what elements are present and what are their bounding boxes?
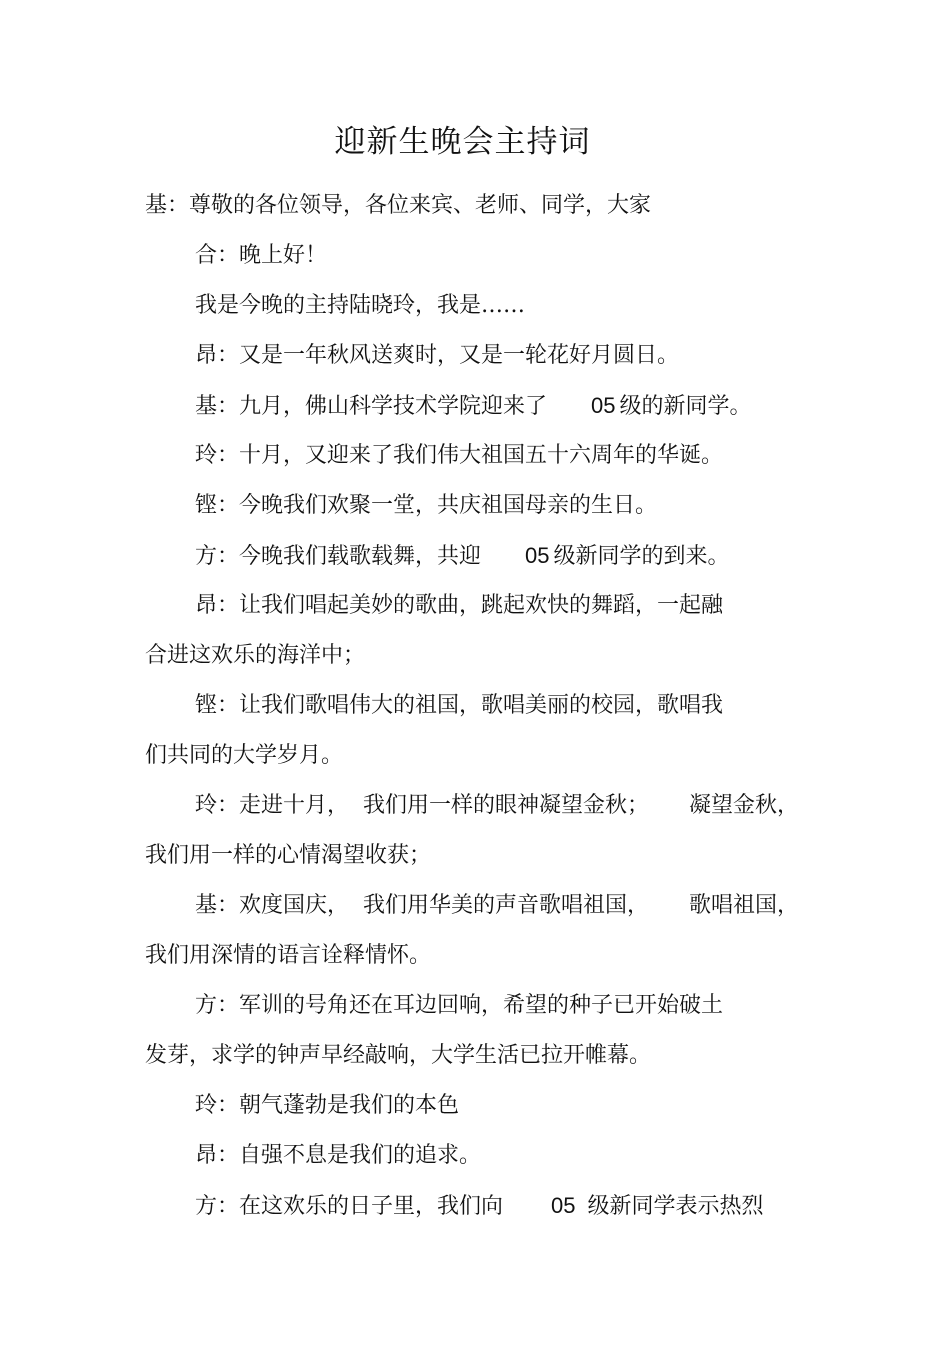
paragraph-line xyxy=(195,791,799,821)
paragraph-line: 昂：又是一年秋风送爽时，又是一轮花好月圆日。 xyxy=(195,343,680,368)
paragraph-line: 基：尊敬的各位领导，各位来宾、老师、同学，大家 xyxy=(145,193,652,218)
paragraph-line: 们共同的大学岁月。 xyxy=(145,743,344,768)
paragraph-line: 昂：自强不息是我们的追求。 xyxy=(195,1143,482,1168)
paragraph-line: 铿：让我们歌唱伟大的祖国，歌唱美丽的校园，歌唱我 xyxy=(195,693,724,718)
paragraph-line: 发芽，求学的钟声早经敲响，大学生活已拉开帷幕。 xyxy=(145,1043,652,1068)
grade-number: 05 xyxy=(551,1193,576,1218)
paragraph-line: 昂：让我们唱起美妙的歌曲，跳起欢快的舞蹈，一起融 xyxy=(195,593,724,618)
document-title: 迎新生晚会主持词 xyxy=(334,124,591,160)
paragraph-line xyxy=(195,891,799,921)
paragraph-line: 我们用一样的心情渴望收获； xyxy=(145,843,432,868)
line-text: 我们用一样的眼神凝望金秋； xyxy=(363,793,650,818)
paragraph-line: 玲：朝气蓬勃是我们的本色 xyxy=(195,1093,460,1118)
paragraph-line xyxy=(195,541,730,572)
grade-number: 05 xyxy=(525,543,550,568)
line-text: 基：九月，佛山科学技术学院迎来了 xyxy=(195,394,548,419)
paragraph-line xyxy=(195,1191,764,1222)
line-text: 方：在这欢乐的日子里，我们向 xyxy=(195,1194,504,1219)
paragraph-line xyxy=(195,391,752,422)
grade-number: 05 xyxy=(591,393,616,418)
line-text: 歌唱祖国， xyxy=(689,893,800,918)
paragraph-line: 我们用深情的语言诠释情怀。 xyxy=(145,943,432,968)
paragraph-line: 玲：十月，又迎来了我们伟大祖国五十六周年的华诞。 xyxy=(195,443,724,468)
paragraph-line: 方：军训的号角还在耳边回响，希望的种子已开始破土 xyxy=(195,993,724,1018)
line-text: 级新同学表示热烈 xyxy=(587,1194,764,1219)
line-text: 级的新同学。 xyxy=(619,394,752,419)
paragraph-line: 合：晚上好！ xyxy=(195,243,328,268)
line-text: 玲：走进十月， xyxy=(195,793,350,818)
paragraph-line: 铿：今晚我们欢聚一堂，共庆祖国母亲的生日。 xyxy=(195,493,658,518)
paragraph-line: 我是今晚的主持陆晓玲，我是…… xyxy=(195,293,526,318)
line-text: 级新同学的到来。 xyxy=(553,544,730,569)
line-text: 基：欢度国庆， xyxy=(195,893,350,918)
line-text: 凝望金秋， xyxy=(689,793,800,818)
line-text: 我们用华美的声音歌唱祖国， xyxy=(363,893,650,918)
paragraph-line: 合进这欢乐的海洋中； xyxy=(145,643,366,668)
line-text: 方：今晚我们载歌载舞，共迎 xyxy=(195,544,482,569)
